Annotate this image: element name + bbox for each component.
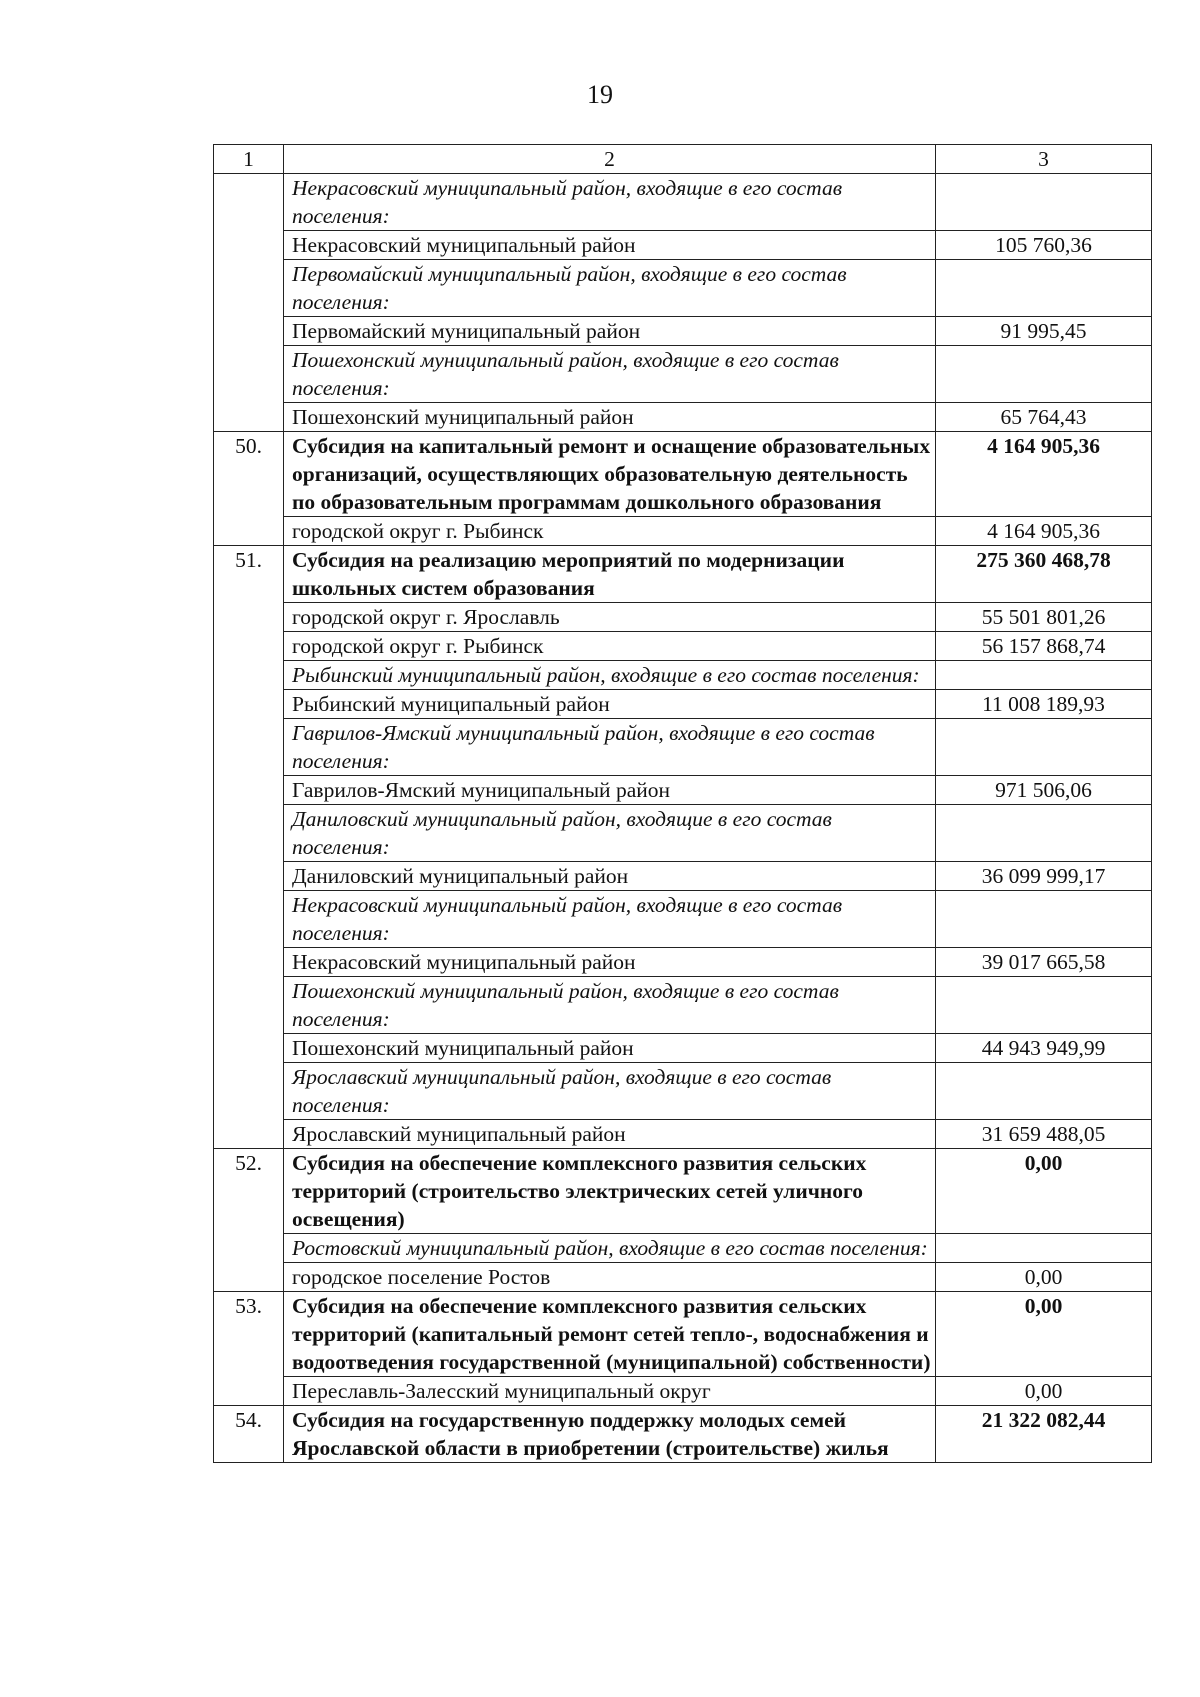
group-title: Первомайский муниципальный район, входящие в его состав поселения: xyxy=(284,260,936,317)
recipient-name: Даниловский муниципальный район xyxy=(284,862,936,891)
group-heading-row xyxy=(214,805,1152,862)
amount-value: 4 164 905,36 xyxy=(936,432,1152,517)
table-header-row xyxy=(214,145,1152,174)
table-row xyxy=(214,1120,1152,1149)
table-row xyxy=(214,948,1152,977)
row-number xyxy=(214,517,284,546)
subsidy-table xyxy=(213,144,1152,1463)
row-number xyxy=(214,1034,284,1063)
subsidy-heading-row xyxy=(214,546,1152,603)
group-title: Ростовский муниципальный район, входящие в его состав поселения: xyxy=(284,1234,936,1263)
amount-value: 31 659 488,05 xyxy=(936,1120,1152,1149)
group-heading-row xyxy=(214,174,1152,231)
recipient-name: Рыбинский муниципальный район xyxy=(284,690,936,719)
subsidy-heading-row xyxy=(214,1149,1152,1234)
subsidy-heading-row xyxy=(214,1406,1152,1463)
amount-value xyxy=(936,346,1152,403)
recipient-name: Гаврилов-Ямский муниципальный район xyxy=(284,776,936,805)
row-number xyxy=(214,603,284,632)
amount-value xyxy=(936,1063,1152,1120)
recipient-name: городской округ г. Ярославль xyxy=(284,603,936,632)
column-header-number: 1 xyxy=(214,145,284,174)
row-number: 51. xyxy=(214,546,284,603)
amount-value: 21 322 082,44 xyxy=(936,1406,1152,1463)
group-heading-row xyxy=(214,891,1152,948)
group-title: Пошехонский муниципальный район, входящие в его состав поселения: xyxy=(284,346,936,403)
column-header-amount: 3 xyxy=(936,145,1152,174)
amount-value xyxy=(936,805,1152,862)
page-number: 19 xyxy=(587,80,613,109)
amount-value: 44 943 949,99 xyxy=(936,1034,1152,1063)
group-title: Некрасовский муниципальный район, входящие в его состав поселения: xyxy=(284,891,936,948)
recipient-name: Пошехонский муниципальный район xyxy=(284,403,936,432)
group-heading-row xyxy=(214,346,1152,403)
row-number xyxy=(214,1063,284,1120)
row-number xyxy=(214,862,284,891)
row-number xyxy=(214,632,284,661)
row-number xyxy=(214,1377,284,1406)
table-row xyxy=(214,403,1152,432)
group-heading-row xyxy=(214,1063,1152,1120)
group-title: Рыбинский муниципальный район, входящие в его состав поселения: xyxy=(284,661,936,690)
table-row xyxy=(214,862,1152,891)
amount-value: 4 164 905,36 xyxy=(936,517,1152,546)
table-row xyxy=(214,1263,1152,1292)
amount-value: 39 017 665,58 xyxy=(936,948,1152,977)
group-heading-row xyxy=(214,1234,1152,1263)
row-number xyxy=(214,661,284,690)
amount-value: 275 360 468,78 xyxy=(936,546,1152,603)
row-number xyxy=(214,1120,284,1149)
amount-value xyxy=(936,260,1152,317)
recipient-name: городской округ г. Рыбинск xyxy=(284,517,936,546)
amount-value: 0,00 xyxy=(936,1149,1152,1234)
group-title: Гаврилов-Ямский муниципальный район, входящие в его состав поселения: xyxy=(284,719,936,776)
amount-value: 56 157 868,74 xyxy=(936,632,1152,661)
amount-value: 971 506,06 xyxy=(936,776,1152,805)
group-title: Ярославский муниципальный район, входящие в его состав поселения: xyxy=(284,1063,936,1120)
amount-value xyxy=(936,1234,1152,1263)
row-number: 54. xyxy=(214,1406,284,1463)
recipient-name: городской округ г. Рыбинск xyxy=(284,632,936,661)
amount-value: 36 099 999,17 xyxy=(936,862,1152,891)
subsidy-title: Субсидия на реализацию мероприятий по модернизации школьных систем образования xyxy=(284,546,936,603)
table-row xyxy=(214,690,1152,719)
subsidy-title: Субсидия на капитальный ремонт и оснащение образовательных организаций, осуществляющих образовательную деятельность по образовательным программам дошкольного образования xyxy=(284,432,936,517)
row-number xyxy=(214,805,284,862)
subsidy-heading-row xyxy=(214,432,1152,517)
recipient-name: Ярославский муниципальный район xyxy=(284,1120,936,1149)
group-heading-row xyxy=(214,260,1152,317)
row-number xyxy=(214,776,284,805)
group-heading-row xyxy=(214,661,1152,690)
subsidy-heading-row xyxy=(214,1292,1152,1377)
subsidy-title: Субсидия на государственную поддержку молодых семей Ярославской области в приобретении (строительстве) жилья xyxy=(284,1406,936,1463)
table-row xyxy=(214,1034,1152,1063)
table-row xyxy=(214,1377,1152,1406)
amount-value: 0,00 xyxy=(936,1377,1152,1406)
recipient-name: Некрасовский муниципальный район xyxy=(284,231,936,260)
row-number: 53. xyxy=(214,1292,284,1377)
row-number xyxy=(214,1263,284,1292)
row-number xyxy=(214,174,284,231)
table-row xyxy=(214,317,1152,346)
recipient-name: городское поселение Ростов xyxy=(284,1263,936,1292)
amount-value: 65 764,43 xyxy=(936,403,1152,432)
amount-value xyxy=(936,719,1152,776)
row-number xyxy=(214,1234,284,1263)
row-number xyxy=(214,346,284,403)
row-number xyxy=(214,260,284,317)
amount-value: 91 995,45 xyxy=(936,317,1152,346)
subsidy-title: Субсидия на обеспечение комплексного развития сельских территорий (строительство электрических сетей уличного освещения) xyxy=(284,1149,936,1234)
amount-value xyxy=(936,661,1152,690)
row-number: 50. xyxy=(214,432,284,517)
recipient-name: Первомайский муниципальный район xyxy=(284,317,936,346)
row-number xyxy=(214,317,284,346)
amount-value xyxy=(936,891,1152,948)
table-row xyxy=(214,603,1152,632)
amount-value: 11 008 189,93 xyxy=(936,690,1152,719)
table-row xyxy=(214,517,1152,546)
table-row xyxy=(214,776,1152,805)
recipient-name: Пошехонский муниципальный район xyxy=(284,1034,936,1063)
amount-value: 0,00 xyxy=(936,1263,1152,1292)
amount-value: 0,00 xyxy=(936,1292,1152,1377)
column-header-name: 2 xyxy=(284,145,936,174)
row-number xyxy=(214,403,284,432)
recipient-name: Некрасовский муниципальный район xyxy=(284,948,936,977)
row-number xyxy=(214,891,284,948)
group-title: Даниловский муниципальный район, входящие в его состав поселения: xyxy=(284,805,936,862)
amount-value: 55 501 801,26 xyxy=(936,603,1152,632)
table-row xyxy=(214,231,1152,260)
group-heading-row xyxy=(214,719,1152,776)
group-title: Некрасовский муниципальный район, входящие в его состав поселения: xyxy=(284,174,936,231)
row-number xyxy=(214,231,284,260)
row-number xyxy=(214,977,284,1034)
recipient-name: Переславль-Залесский муниципальный округ xyxy=(284,1377,936,1406)
row-number xyxy=(214,948,284,977)
group-title: Пошехонский муниципальный район, входящие в его состав поселения: xyxy=(284,977,936,1034)
row-number xyxy=(214,719,284,776)
table-row xyxy=(214,632,1152,661)
amount-value xyxy=(936,174,1152,231)
subsidy-title: Субсидия на обеспечение комплексного развития сельских территорий (капитальный ремонт сетей тепло-, водоснабжения и водоотведения государственной (муниципальной) собственности) xyxy=(284,1292,936,1377)
amount-value: 105 760,36 xyxy=(936,231,1152,260)
group-heading-row xyxy=(214,977,1152,1034)
amount-value xyxy=(936,977,1152,1034)
row-number xyxy=(214,690,284,719)
row-number: 52. xyxy=(214,1149,284,1234)
